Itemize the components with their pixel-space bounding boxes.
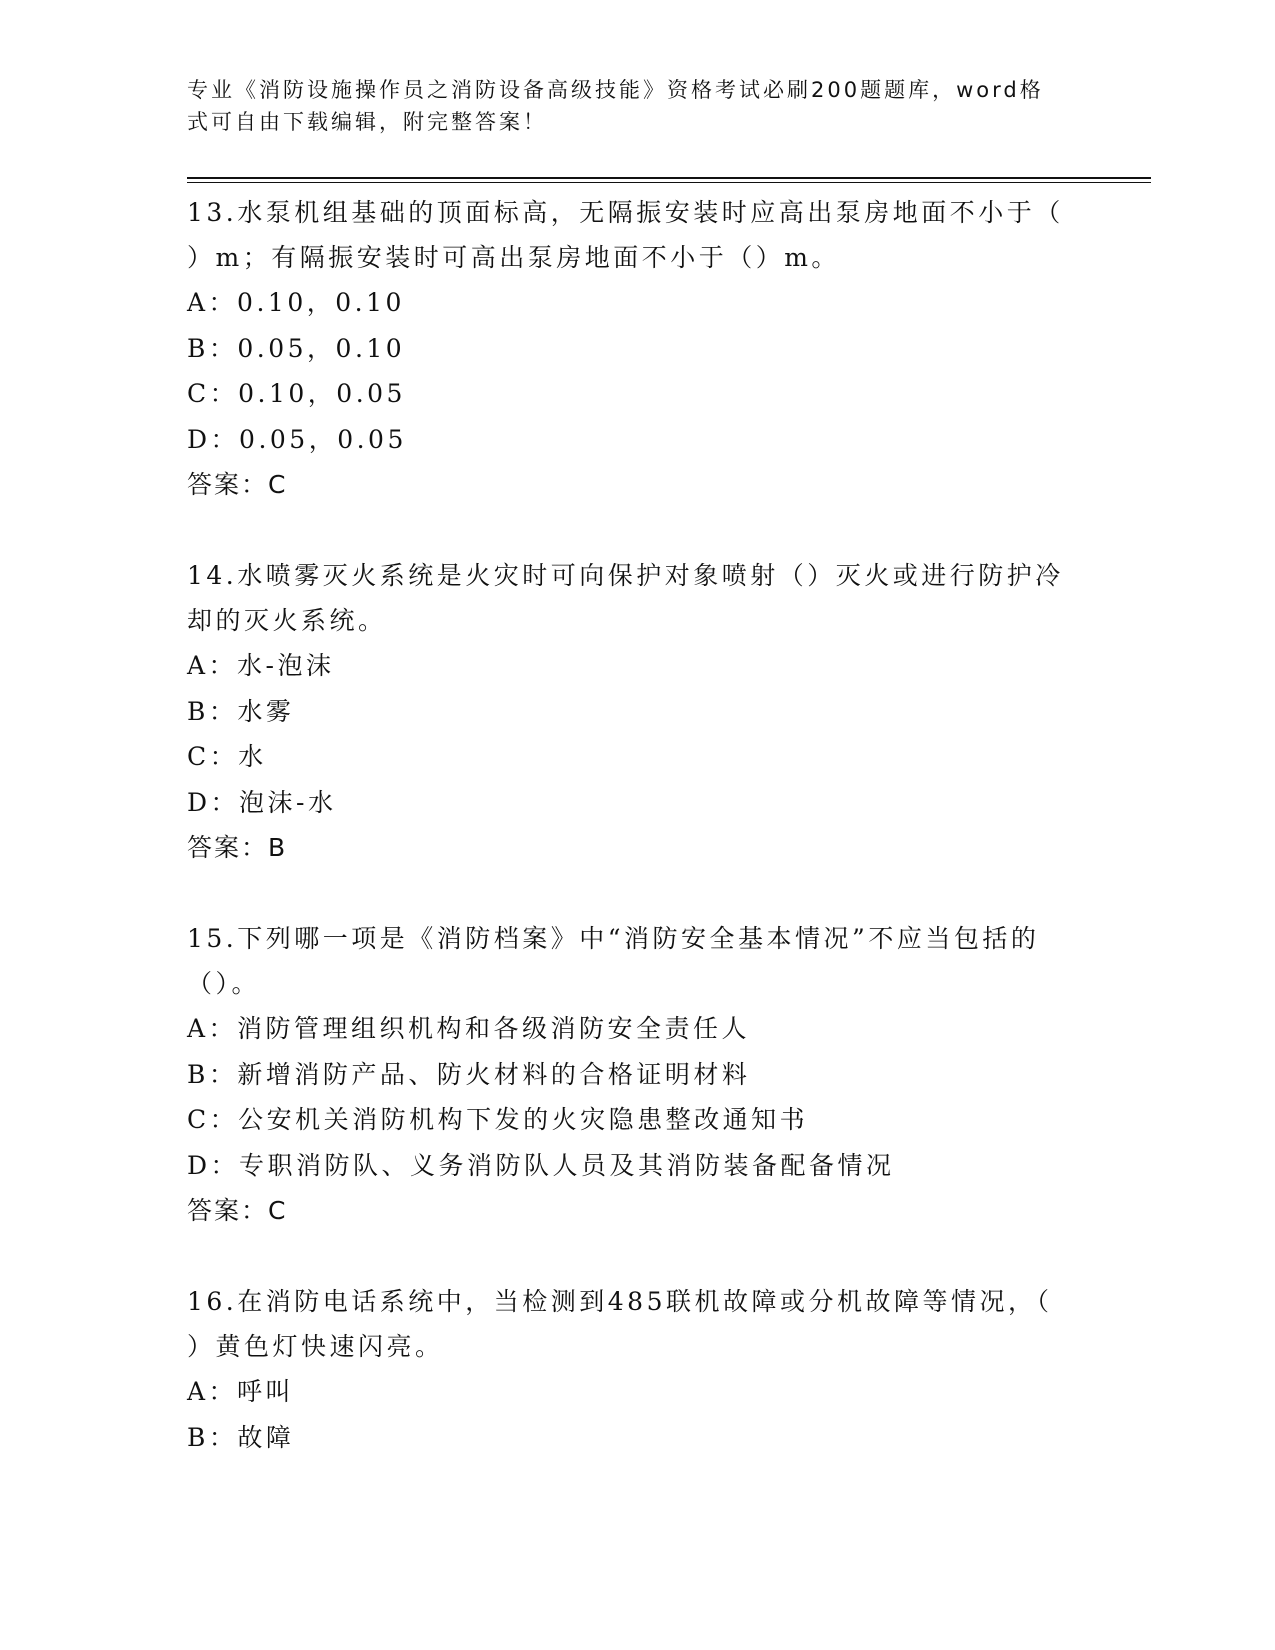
question-stem-line-1: 15.下列哪一项是《消防档案》中“消防安全基本情况”不应当包括的 [187, 924, 1040, 953]
option-c: C：公安机关消防机构下发的火灾隐患整改通知书 [187, 1105, 809, 1134]
option-d: D：0.05，0.05 [187, 424, 407, 454]
option-a: A：水-泡沫 [187, 651, 335, 680]
question-list [187, 190, 1087, 1506]
document-header [187, 74, 1067, 138]
question-stem-line-2: ）黄色灯快速闪亮。 [187, 1332, 444, 1361]
option-a: A：0.10，0.10 [187, 288, 405, 317]
question-stem-line-2: （）。 [187, 969, 261, 998]
question-stem-line-1: 13.水泵机组基础的顶面标高，无隔振安装时应高出泵房地面不小于（ [187, 198, 1064, 227]
header-line-1: 专业《消防设施操作员之消防设备高级技能》资格考试必刷200题题库，word格 [187, 78, 1044, 102]
header-divider-thick [187, 177, 1151, 179]
option-b: B：新增消防产品、防火材料的合格证明材料 [187, 1059, 751, 1089]
option-d: D：泡沫-水 [187, 787, 337, 817]
question-stem-line-2: ）m；有隔振安装时可高出泵房地面不小于（）m。 [187, 243, 840, 272]
option-a: A：消防管理组织机构和各级消防安全责任人 [187, 1014, 751, 1043]
header-divider-thin [187, 182, 1151, 183]
answer-line: 答案：C [187, 1196, 288, 1225]
option-b: B：故障 [187, 1422, 295, 1452]
question-stem-line-1: 14.水喷雾灭火系统是火灾时可向保护对象喷射（）灭火或进行防护冷 [187, 561, 1064, 590]
question-16 [187, 1279, 1087, 1460]
option-c: C：0.10，0.05 [187, 379, 406, 408]
option-a: A：呼叫 [187, 1377, 295, 1406]
option-b: B：水雾 [187, 696, 295, 726]
question-stem-line-2: 却的灭火系统。 [187, 606, 387, 635]
question-13 [187, 190, 1087, 507]
header-line-2: 式可自由下载编辑，附完整答案！ [187, 110, 547, 134]
question-15 [187, 916, 1087, 1233]
answer-line: 答案：B [187, 833, 288, 862]
option-c: C：水 [187, 742, 267, 771]
answer-line: 答案：C [187, 470, 288, 499]
option-b: B：0.05，0.10 [187, 333, 406, 363]
question-14 [187, 553, 1087, 870]
question-stem-line-1: 16.在消防电话系统中，当检测到485联机故障或分机故障等情况，（ [187, 1287, 1053, 1316]
option-d: D：专职消防队、义务消防队人员及其消防装备配备情况 [187, 1150, 895, 1180]
